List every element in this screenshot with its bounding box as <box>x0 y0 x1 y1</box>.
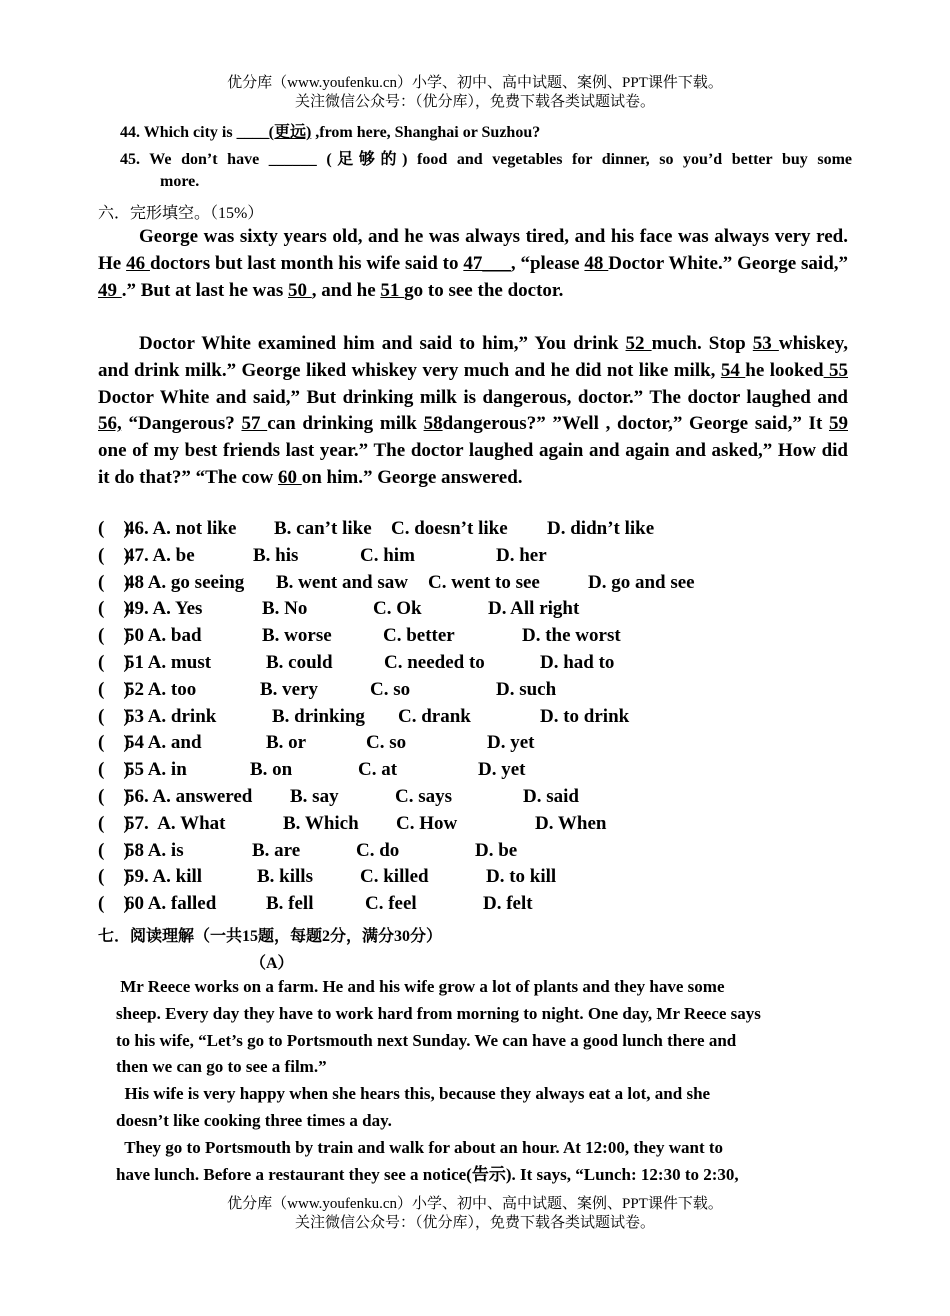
cloze-text: on him.” George answered. <box>301 466 523 488</box>
option-d: D. such <box>496 678 557 700</box>
cloze-text: dangerous?” ”Well , doctor,” George said,” It <box>442 413 829 435</box>
answer-bracket[interactable]: ( ) <box>98 893 130 915</box>
option-d: D. didn’t like <box>547 518 655 539</box>
option-a: 57. A. What <box>125 812 226 834</box>
option-b: B. No <box>262 598 308 620</box>
cloze-paragraph-1 <box>98 224 848 304</box>
question-44 <box>120 119 540 142</box>
answer-bracket[interactable]: ( ) <box>98 598 130 620</box>
option-d: D. said <box>523 785 579 807</box>
passage-line: have lunch. Before a restaurant they see a notice(告示). It says, “Lunch: 12:30 to 2:30, <box>116 1164 739 1184</box>
answer-bracket[interactable]: ( ) <box>98 678 130 700</box>
passage-line: then we can go to see a film.” <box>116 1057 327 1077</box>
cloze-paragraph-2 <box>98 331 848 492</box>
cloze-text: much. Stop <box>651 333 753 354</box>
answer-bracket[interactable]: ( ) <box>98 705 130 727</box>
option-c: C. him <box>360 544 415 566</box>
answer-bracket[interactable]: ( ) <box>98 866 130 888</box>
cloze-text: doctors but last month his wife said to <box>149 252 464 274</box>
footer-watermark-line2: 关注微信公众号：（优分库），免费下载各类试题试卷。 <box>294 1215 655 1231</box>
option-a: 55 A. in <box>125 759 187 781</box>
section-6-title: 六．完形填空。（15%） <box>98 205 264 222</box>
answer-bracket[interactable]: ( ) <box>98 785 130 807</box>
option-d: D. yet <box>487 732 535 754</box>
option-a: 50 A. bad <box>125 625 202 647</box>
option-d: D. to drink <box>540 705 630 727</box>
cloze-text: .” But at last he was <box>121 279 289 301</box>
cloze-blank: 47___ <box>463 252 511 274</box>
answer-bracket[interactable]: ( ) <box>98 759 130 781</box>
option-b: B. drinking <box>272 705 365 727</box>
option-d: D. her <box>496 544 547 566</box>
cloze-text: Doctor White and said,” But drinking milk is dangerous, doctor.” The doctor laughed and <box>98 386 848 408</box>
option-b: B. are <box>252 839 301 861</box>
cloze-text: Doctor White.” George said,” <box>608 252 849 274</box>
option-c: C. so <box>370 678 411 700</box>
cloze-blank: 46 <box>126 252 150 274</box>
passage-line: They go to Portsmouth by train and walk for about an hour. At 12:00, they want to <box>116 1137 724 1157</box>
option-d: D. be <box>475 839 518 861</box>
option-b: B. went and saw <box>276 571 408 593</box>
answer-bracket[interactable]: ( ) <box>98 732 130 754</box>
option-b: B. fell <box>266 893 314 915</box>
answer-bracket[interactable]: ( ) <box>98 625 130 647</box>
answer-bracket[interactable]: ( ) <box>98 812 130 834</box>
answer-bracket[interactable]: ( ) <box>98 651 130 673</box>
answer-bracket[interactable]: ( ) <box>98 571 130 593</box>
option-b: B. his <box>253 544 299 566</box>
answer-bracket[interactable]: ( ) <box>98 544 130 566</box>
cloze-p2-text <box>98 331 848 492</box>
section-7-title: 七．阅读理解（一共15题，每题2分，满分30分） <box>98 928 443 945</box>
option-d: D. the worst <box>522 625 621 647</box>
option-b: B. Which <box>283 812 359 834</box>
cloze-blank: 53 <box>752 333 779 354</box>
cloze-blank: 59 <box>829 413 848 435</box>
option-b: B. can’t like <box>274 518 372 539</box>
answer-bracket[interactable]: ( ) <box>98 518 130 539</box>
option-b: B. very <box>260 678 319 700</box>
cloze-p1-text <box>98 224 848 304</box>
cloze-text: go to see the doctor. <box>404 279 564 301</box>
option-a: 60 A. falled <box>125 893 217 915</box>
cloze-blank: 50 <box>288 279 312 301</box>
passage-line: His wife is very happy when she hears this, because they always eat a lot, and she <box>116 1084 711 1104</box>
option-b: B. on <box>250 759 293 781</box>
footer-watermark-line1: 优分库（www.youfenku.cn）小学、初中、高中试题、案例、PPT课件下载。 <box>227 1196 723 1212</box>
option-c: C. Ok <box>373 598 422 620</box>
cloze-text: , “please <box>510 252 585 274</box>
cloze-text: “Dangerous? <box>121 413 242 435</box>
option-b: B. say <box>290 785 339 807</box>
header-watermark-line1: 优分库（www.youfenku.cn）小学、初中、高中试题、案例、PPT课件下载。 <box>227 75 723 91</box>
option-a: 51 A. must <box>125 651 212 673</box>
cloze-text: George was sixty years old, and he was always tired, and his face was always very red. He <box>98 226 848 274</box>
option-a: 58 A. is <box>125 839 184 861</box>
option-c: C. do <box>356 839 400 861</box>
option-a: 47. A. be <box>125 544 195 566</box>
header-watermark-line2: 关注微信公众号：（优分库），免费下载各类试题试卷。 <box>294 94 655 110</box>
reading-passage-a <box>116 974 761 1188</box>
question-45: 45. We don’t have ______ (足够的) food and vegetables for dinner, so you’d better buy some <box>120 151 852 168</box>
passage-a-label: （A） <box>250 955 294 972</box>
option-d: D. yet <box>478 759 526 781</box>
option-a: 49. A. Yes <box>125 598 203 620</box>
option-c: C. doesn’t like <box>391 518 508 539</box>
passage-line: sheep. Every day they have to work hard from morning to night. One day, Mr Reece says <box>116 1003 761 1023</box>
answer-bracket[interactable]: ( ) <box>98 839 130 861</box>
cloze-text: can drinking milk <box>267 413 424 435</box>
cloze-blank: 54 <box>720 359 746 381</box>
passage-line: doesn’t like cooking three times a day. <box>116 1110 392 1130</box>
cloze-blank: 57 <box>241 413 268 435</box>
cloze-blank: 58 <box>423 413 443 435</box>
q45-hint: (足够的) <box>326 151 408 168</box>
option-d: D. had to <box>540 651 615 673</box>
option-a: 56. A. answered <box>125 785 253 807</box>
option-b: B. could <box>266 651 333 673</box>
option-d: D. go and see <box>588 571 695 593</box>
option-a: 52 A. too <box>125 678 197 700</box>
option-a: 46. A. not like <box>125 518 237 539</box>
option-c: C. at <box>358 759 398 781</box>
option-a: 54 A. and <box>125 732 202 754</box>
cloze-text: Doctor White examined him and said to him,” You drink <box>139 333 626 354</box>
cloze-blank: 52 <box>625 333 652 354</box>
option-a: 48 A. go seeing <box>125 571 245 593</box>
cloze-blank: 60 <box>277 466 302 488</box>
cloze-text: , and he <box>311 279 381 301</box>
cloze-blank: 49 <box>98 279 122 301</box>
option-a: 53 A. drink <box>125 705 217 727</box>
option-d: D. When <box>535 812 607 834</box>
option-b: B. or <box>266 732 307 754</box>
option-c: C. feel <box>365 893 417 915</box>
option-a: 59. A. kill <box>125 866 203 888</box>
option-b: B. kills <box>257 866 313 888</box>
cloze-text: one of my best friends last year.” The doctor laughed again and again and asked,” How did it do that?” “The cow <box>98 440 848 488</box>
q44-text: 44. Which city is <box>120 124 237 141</box>
cloze-text: he looked <box>745 359 824 381</box>
cloze-blank: 55 <box>823 359 849 381</box>
passage-line: to his wife, “Let’s go to Portsmouth next Sunday. We can have a good lunch there and <box>116 1030 737 1050</box>
option-c: C. How <box>396 812 458 834</box>
passage-line: Mr Reece works on a farm. He and his wife grow a lot of plants and they have some <box>116 977 725 996</box>
option-c: C. went to see <box>428 571 540 593</box>
q44-blank: ____(更远) <box>236 124 312 141</box>
option-c: C. better <box>383 625 455 647</box>
question-45-continued: more. <box>160 173 200 190</box>
option-c: C. needed to <box>384 651 485 673</box>
option-c: C. so <box>366 732 407 754</box>
option-d: D. to kill <box>486 866 557 888</box>
cloze-blank: 51 <box>380 279 405 301</box>
option-b: B. worse <box>262 625 332 647</box>
option-d: D. All right <box>488 598 580 620</box>
cloze-text: whiskey, and drink milk.” George liked whiskey very much and he did not like milk, <box>98 333 849 381</box>
q44-rest: ,from here, Shanghai or Suzhou? <box>311 124 541 141</box>
option-c: C. drank <box>398 705 471 727</box>
option-c: C. killed <box>360 866 429 888</box>
cloze-blank: 56, <box>98 413 122 435</box>
cloze-blank: 48 <box>584 252 609 274</box>
option-d: D. felt <box>483 893 533 915</box>
option-c: C. says <box>395 785 453 807</box>
